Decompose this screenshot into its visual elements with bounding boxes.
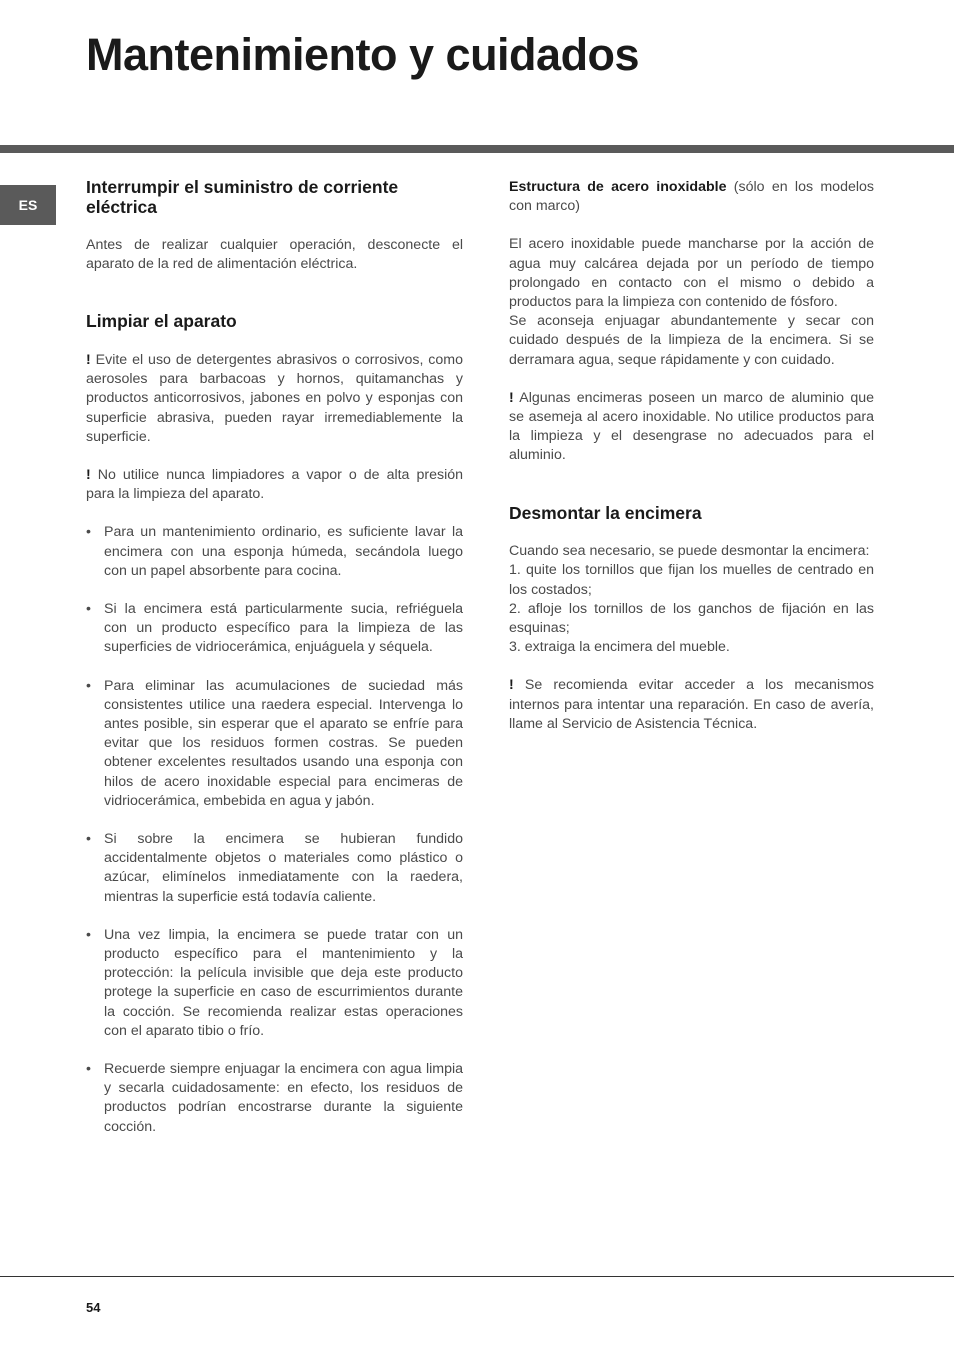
footer-divider xyxy=(0,1276,954,1277)
aluminium-warning: ! Algunas encimeras poseen un marco de aluminio que se asemeja al acero inoxidable. No utilice productos para la limpieza y el desengrase no adecuados para el aluminio. xyxy=(509,389,874,464)
section-heading-dismount: Desmontar la encimera xyxy=(509,502,702,523)
dismount-intro: Cuando sea necesario, se puede desmontar la encimera: xyxy=(509,543,870,560)
section-heading-power: Interrumpir el suministro de corriente eléctrica xyxy=(86,177,399,217)
list-item: • Si la encimera está particularmente sucia, refriéguela con un producto específico para la limpieza de las superficies de vidriocerámica, enjuáguela y séquela. xyxy=(86,600,463,658)
power-paragraph: Antes de realizar cualquier operación, desconecte el aparato de la red de alimentación eléctrica. xyxy=(86,237,463,273)
cleaning-bullet-list xyxy=(86,523,463,1136)
list-item: • Para un mantenimiento ordinario, es suficiente lavar la encimera con una esponja húmeda, secándola luego con un papel absorbente para cocina. xyxy=(86,523,463,581)
warning-icon: ! xyxy=(86,351,91,368)
dismount-step-3: 3. extraiga la encimera del mueble. xyxy=(509,639,730,656)
stainless-paragraph-1: El acero inoxidable puede mancharse por la acción de agua muy calcárea dejada por un período de tiempo prolongado en contacto con el mismo o debido a productos para la limpieza con contenido de fósforo. xyxy=(509,236,874,311)
dismount-step-2: 2. afloje los tornillos de los ganchos de fijación en las esquinas; xyxy=(509,600,874,636)
stainless-paragraph-2: Se aconseja enjuagar abundantemente y secar con cuidado después de la limpieza de la encimera. Si se derramara agua, seque rápidamente y con cuidado. xyxy=(509,313,874,368)
cleaning-warning-2: ! No utilice nunca limpiadores a vapor o de alta presión para la limpieza del aparato. xyxy=(86,466,463,503)
page-title: Mantenimiento y cuidados xyxy=(86,29,640,80)
repair-warning: ! Se recomienda evitar acceder a los mecanismos internos para intentar una reparación. En caso de avería, llame al Servicio de Asistencia Técnica. xyxy=(509,677,874,732)
left-column xyxy=(86,178,463,1137)
warning-icon: ! xyxy=(86,466,91,483)
header-divider xyxy=(0,145,954,153)
list-item: • Recuerde siempre enjuagar la encimera con agua limpia y secarla cuidadosamente: en efecto, los residuos de productos podrían encostrarse durante la siguiente cocción. xyxy=(86,1060,463,1137)
warning-icon: ! xyxy=(509,389,514,406)
right-column xyxy=(509,178,874,734)
page-number: 54 xyxy=(86,1300,101,1315)
stainless-steel-heading: Estructura de acero inoxidable (sólo en los modelos con marco) xyxy=(509,179,874,215)
list-item: • Si sobre la encimera se hubieran fundido accidentalmente objetos o materiales como plástico o azúcar, elimínelos inmediatamente con la raedera, mientras la superficie está todavía caliente. xyxy=(86,830,463,907)
dismount-step-1: 1. quite los tornillos que fijan los muelles de centrado en los costados; xyxy=(509,562,874,598)
language-tab: ES xyxy=(0,185,56,225)
list-item: • Para eliminar las acumulaciones de suciedad más consistentes utilice una raedera especial. Intervenga lo antes posible, sin esperar que el aparato se enfríe para evitar que los residuos formen costras. Se pueden obtener excelentes resultados usando una esponja con hilos de acero inoxidable especial para encimeras de vidriocerámica, embebida en agua y jabón. xyxy=(86,677,463,811)
warning-icon: ! xyxy=(509,677,514,694)
section-heading-cleaning: Limpiar el aparato xyxy=(86,311,237,332)
cleaning-warning-1: ! Evite el uso de detergentes abrasivos o corrosivos, como aerosoles para barbacoas y hornos, quitamanchas y productos anticorrosivos, jabones en polvo y esponjas con superficie abrasiva, pueden rayar irremediablemente la superficie. xyxy=(86,351,463,445)
list-item: • Una vez limpia, la encimera se puede tratar con un producto específico para el mantenimiento y la protección: la película invisible que deja este producto protege la superficie en caso de escurrimientos durante la cocción. Se recomienda realizar estas operaciones con el aparato tibio o frío. xyxy=(86,926,463,1041)
